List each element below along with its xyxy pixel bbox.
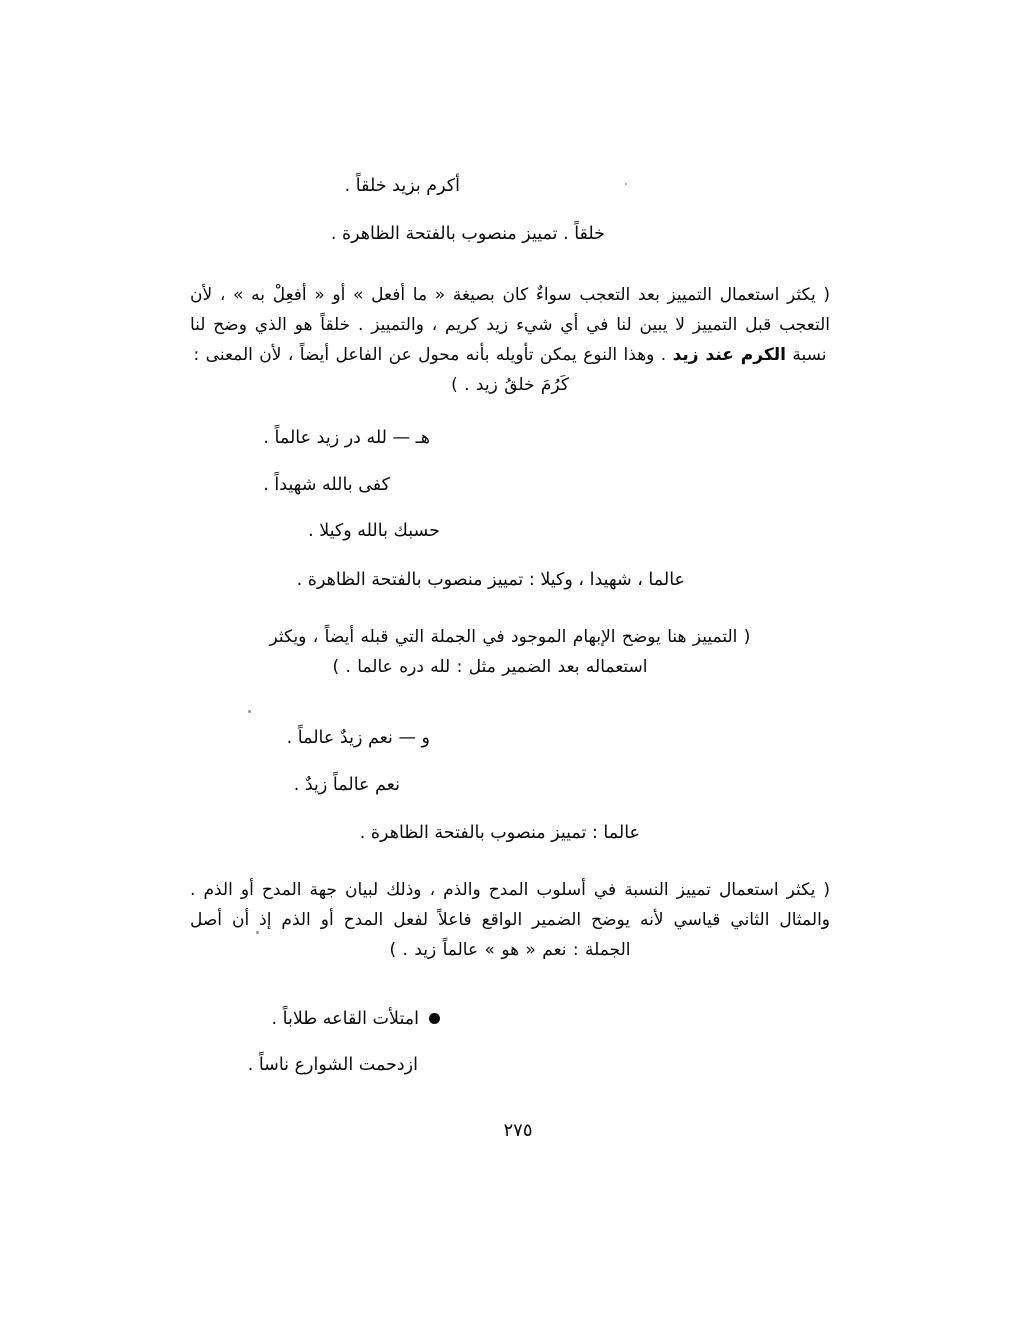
item-haa-sub-line-2: حسبك بالله وكيلا . [308,521,440,541]
bullet-example-1: امتلأت القاعه طلاباً . [271,1008,419,1029]
commentary-2-line-2: استعماله بعد الضمير مثل : لله دره عالما . ) [332,657,648,677]
commentary-3-line-1: ( يكثر استعمال تمييز النسبة في أسلوب المدح والذم ، وذلك لبيان جهة المدح أو الذم . والمثال الثاني قياسي لأنه يوضح الضمير الواقع فاعلاً لفعل المدح أو الذم إذ أن أصل الجملة : نعم « هو » عالماً زيد . ) [190,879,830,960]
item-haa-letter-line: هـ — لله در زيد عالماً . [263,428,430,448]
item-waw-sub-line-1: نعم عالماً زيدٌ . [293,774,400,795]
item-waw-letter-line: و — نعم زيدٌ عالماً . [286,728,430,748]
parse-note-2: عالما ، شهيدا ، وكيلا : تمييز منصوب بالفتحة الظاهرة . [296,569,685,590]
parse-note-3: عالما : تمييز منصوب بالفتحة الظاهرة . [359,823,640,843]
commentary-1-emphasis: الكرم عند زيد [672,345,786,365]
bullet-example-row-1 [190,1009,440,1029]
example-sentence-1: أكرم بزيد خلقاً . [344,176,460,196]
parse-note-1: خلقاً . تمييز منصوب بالفتحة الظاهرة . [330,223,605,244]
bullet-dot-icon [429,1013,440,1024]
page-content [190,178,830,1141]
item-haa-sub-line-1: كفى بالله شهيداً . [263,474,390,495]
commentary-paragraph-1 [190,280,830,400]
bullet-example-2: ازدحمت الشوارع ناساً . [247,1054,418,1075]
commentary-paragraph-2 [190,622,830,682]
commentary-1-part-b: . وهذا النوع يمكن تأويله بأنه محول عن الفاعل أيضاً ، لأن المعنى : [193,345,673,365]
commentary-1-last-line: كَرُمَ خلقُ زيد . ) [451,375,569,395]
commentary-1-part-a: ( يكثر استعمال التمييز بعد التعجب سواءٌ كان بصيغة « ما أفعل » أو « أفعِلْ به » ، لأن التعجب قبل التمييز لا يبين لنا في أي شيء زيد كريم ، والتمييز . خلقاً هو الذي وضح لنا نسبة [190,285,830,365]
commentary-paragraph-3 [190,875,830,965]
commentary-2-line-1: ( التمييز هنا يوضح الإبهام الموجود في الجملة التي قبله أيضاً ، ويكثر [269,627,751,647]
page-number: ٢٧٥ [503,1120,533,1141]
